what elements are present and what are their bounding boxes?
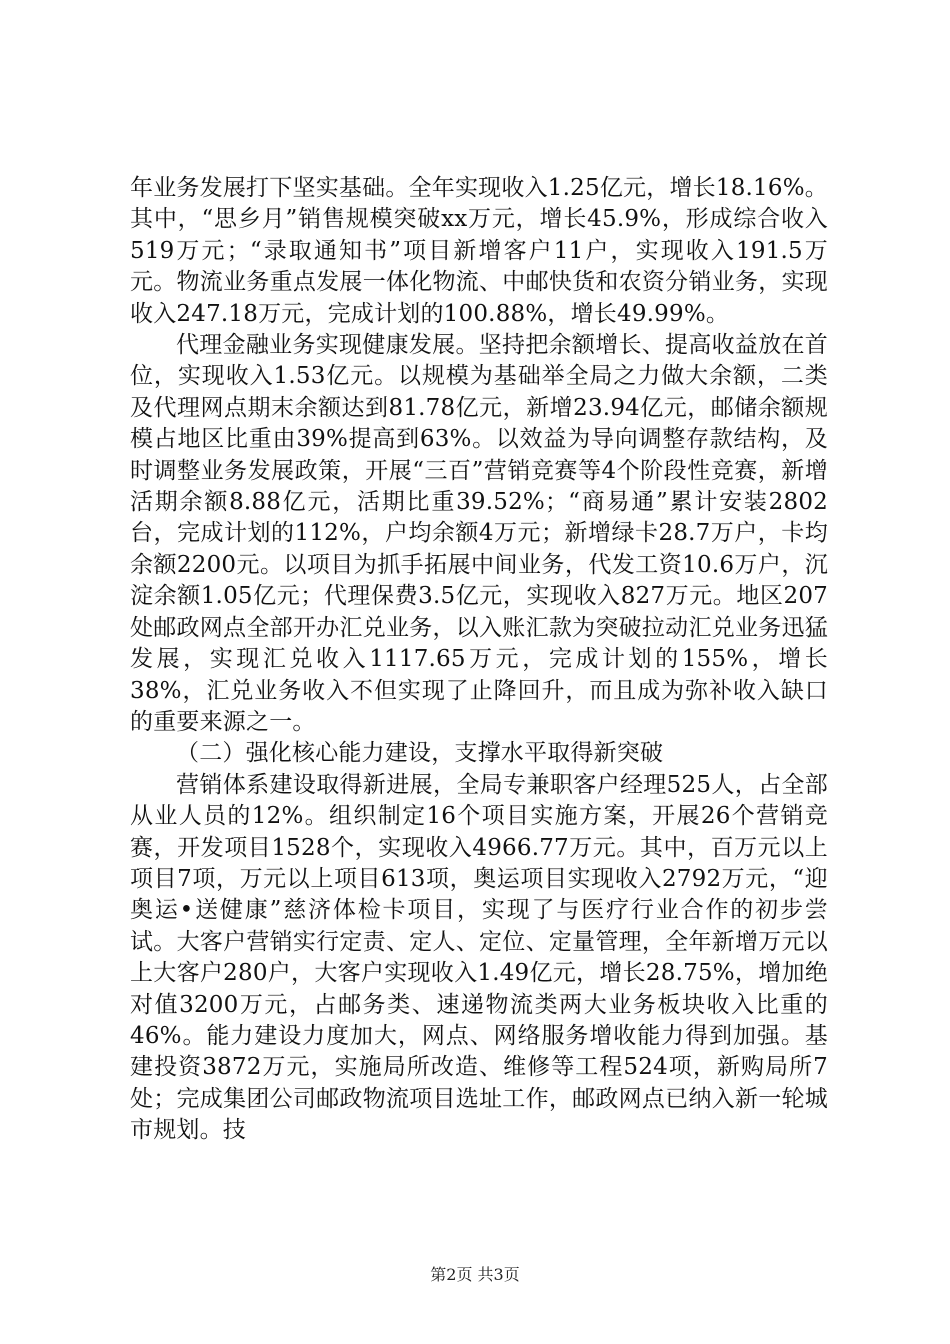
paragraph-agency-finance: 代理金融业务实现健康发展。坚持把余额增长、提高收益放在首位，实现收入1.53亿元。以规模为基础举全局之力做大余额，二类及代理网点期末余额达到81.78亿元，新增23.94亿元，邮储余额规模占地区比重由39%提高到63%。以效益为导向调整存款结构，及时调整业务发展政策，开展“三百”营销竞赛等4个阶段性竞赛，新增活期余额8.88亿元，活期比重39.52%；“商易通”累计安装2802台，完成计划的112%，户均余额4万元；新增绿卡28.7万户，卡均余额2200元。以项目为抓手拓展中间业务，代发工资10.6万户，沉淀余额1.05亿元；代理保费3.5亿元，实现收入827万元。地区207处邮政网点全部开办汇兑业务，以入账汇款为突破拉动汇兑业务迅猛发展，实现汇兑收入1117.65万元，完成计划的155%，增长38%，汇兑业务收入不但实现了止降回升，而且成为弥补收入缺口的重要来源之一。: [130, 332, 828, 735]
paragraph-marketing-system: 营销体系建设取得新进展，全局专兼职客户经理525人，占全部从业人员的12%。组织制定16个项目实施方案，开展26个营销竞赛，开发项目1528个，实现收入4966.77万元。其中，百万元以上项目7项，万元以上项目613项，奥运项目实现收入2792万元，“迎奥运•送健康”慈济体检卡项目，实现了与医疗行业合作的初步尝试。大客户营销实行定责、定人、定位、定量管理，全年新增万元以上大客户280户，大客户实现收入1.49亿元，增长28.75%，增加绝对值3200万元，占邮务类、速递物流类两大业务板块收入比重的46%。能力建设力度加大，网点、网络服务增收能力得到加强。基建投资3872万元，实施局所改造、维修等工程524项，新购局所7处；完成集团公司邮政物流项目选址工作，邮政网点已纳入新一轮城市规划。技: [130, 771, 828, 1144]
document-body: [130, 173, 828, 1147]
section-heading: （二）强化核心能力建设，支撑水平取得新突破: [176, 740, 664, 767]
page-footer: 第2页 共3页: [430, 1265, 520, 1284]
paragraph-continuation: 年业务发展打下坚实基础。全年实现收入1.25亿元，增长18.16%。其中，“思乡月”销售规模突破xx万元，增长45.9%，形成综合收入519万元；“录取通知书”项目新增客户11户，实现收入191.5万元。物流业务重点发展一体化物流、中邮快货和农资分销业务，实现收入247.18万元，完成计划的100.88%，增长49.99%。: [130, 175, 828, 327]
